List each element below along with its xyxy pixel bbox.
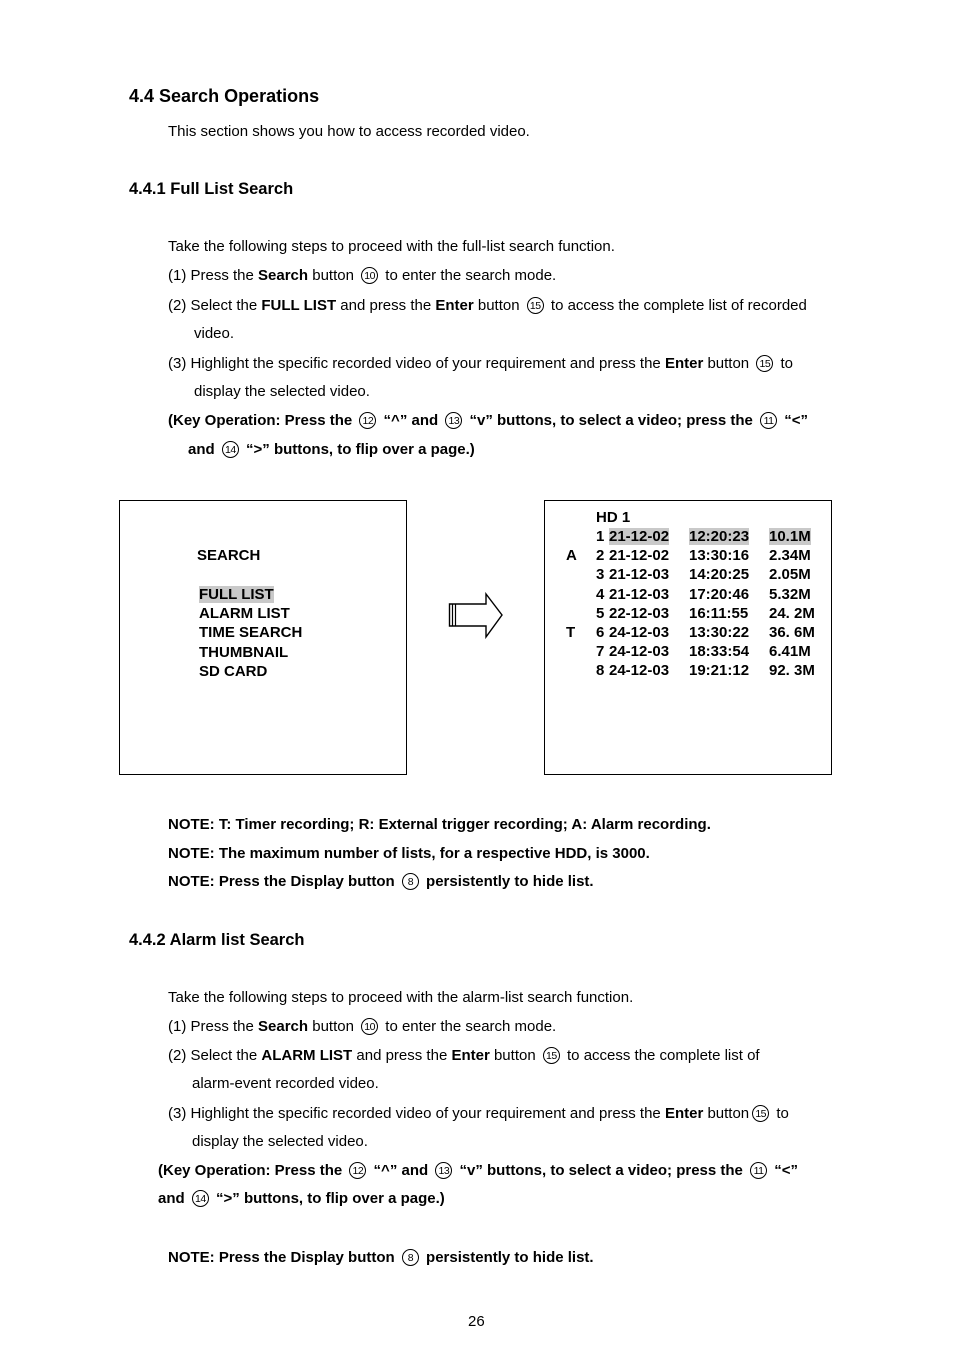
row-date: 24-12-03 [609, 643, 670, 661]
row-time: 13:30:22 [689, 624, 750, 641]
enter-button-number-icon: 15 [752, 1105, 769, 1122]
full-list-step-3: (3) Highlight the specific recorded video of your requirement and press the Enter button 15 to [168, 355, 794, 372]
row-number: 7 [596, 643, 605, 661]
full-list-intro: Take the following steps to proceed with the full-list search function. [168, 238, 615, 255]
menu-item-time-search[interactable]: TIME SEARCH [199, 624, 303, 642]
down-button-number-icon: 13 [445, 412, 462, 429]
search-button-number-icon: 10 [361, 267, 378, 284]
row-date: 21-12-02 [609, 528, 670, 545]
row-date: 24-12-03 [609, 624, 670, 641]
row-size: 2.34M [769, 547, 811, 565]
right-button-number-icon: 14 [222, 441, 239, 458]
alarm-list-step-2: (2) Select the ALARM LIST and press the Enter button 15 to access the complete list of [168, 1047, 760, 1064]
enter-button-number-icon: 15 [527, 297, 544, 314]
full-list-key-operation: (Key Operation: Press the 12 “^” and 13 “v” buttons, to select a video; press the 11 “<” [168, 412, 808, 429]
full-list-step-1: (1) Press the Search button 10 to enter the search mode. [168, 267, 557, 284]
alarm-list-step-1: (1) Press the Search button 10 to enter the search mode. [168, 1018, 557, 1035]
row-date: 21-12-03 [609, 585, 670, 603]
row-number: 1 [596, 528, 605, 545]
row-size: 5.32M [769, 585, 811, 603]
row-date: 22-12-03 [609, 604, 670, 622]
up-button-number-icon: 12 [349, 1162, 366, 1179]
menu-item-full-list[interactable]: FULL LIST [199, 586, 274, 603]
right-arrow-icon [448, 592, 506, 640]
row-date: 21-12-02 [609, 547, 670, 565]
section-title-4-4-2: 4.4.2 Alarm list Search [129, 931, 305, 949]
alarm-list-key-operation: (Key Operation: Press the 12 “^” and 13 “v” buttons, to select a video; press the 11 “<” [158, 1162, 798, 1179]
row-size: 92. 3M [769, 662, 815, 680]
row-number: 5 [596, 604, 605, 622]
row-type-mark: A [566, 547, 577, 565]
row-size: 2.05M [769, 566, 811, 584]
row-time: 18:33:54 [689, 643, 750, 661]
section-title-4-4: 4.4 Search Operations [129, 86, 320, 106]
enter-button-number-icon: 15 [756, 355, 773, 372]
row-size: 10.1M [769, 528, 811, 545]
alarm-list-key-operation-cont: and 14 “>” buttons, to flip over a page.) [158, 1190, 445, 1207]
row-date: 24-12-03 [609, 662, 670, 680]
row-number: 2 [596, 547, 605, 565]
row-time: 13:30:16 [689, 547, 750, 565]
row-type-mark: T [566, 624, 576, 641]
full-list-screen [544, 500, 832, 775]
alarm-list-intro: Take the following steps to proceed with the alarm-list search function. [168, 989, 634, 1006]
row-time: 17:20:46 [689, 585, 750, 603]
row-size: 24. 2M [769, 604, 815, 622]
row-date: 21-12-03 [609, 566, 670, 584]
row-size: 6.41M [769, 643, 811, 661]
row-number: 8 [596, 662, 605, 680]
full-list-key-operation-cont: and 14 “>” buttons, to flip over a page.) [188, 441, 475, 458]
row-time: 14:20:25 [689, 566, 750, 584]
down-button-number-icon: 13 [435, 1162, 452, 1179]
search-button-number-icon: 10 [361, 1018, 378, 1035]
menu-item-alarm-list[interactable]: ALARM LIST [199, 605, 290, 623]
display-button-number-icon: 8 [402, 873, 419, 890]
list-header: HD 1 [596, 509, 631, 526]
row-time: 16:11:55 [689, 604, 749, 622]
enter-button-number-icon: 15 [543, 1047, 560, 1064]
search-menu-screen [119, 500, 407, 775]
page-number: 26 [468, 1313, 485, 1330]
up-button-number-icon: 12 [359, 412, 376, 429]
section-intro: This section shows you how to access recorded video. [168, 123, 530, 140]
note-hide-list: NOTE: Press the Display button 8 persistently to hide list. [168, 873, 594, 890]
search-menu-title: SEARCH [197, 547, 261, 564]
alarm-list-step-3: (3) Highlight the specific recorded video of your requirement and press the Enter button 15 to [168, 1105, 789, 1122]
row-number: 6 [596, 624, 605, 641]
alarm-list-step-3-cont: display the selected video. [192, 1133, 368, 1150]
menu-item-thumbnail[interactable]: THUMBNAIL [199, 643, 289, 661]
left-button-number-icon: 11 [750, 1162, 767, 1179]
row-time: 19:21:12 [689, 662, 750, 680]
alarm-note-hide-list: NOTE: Press the Display button 8 persistently to hide list. [168, 1249, 594, 1266]
row-time: 12:20:23 [689, 528, 750, 545]
full-list-step-2-cont: video. [194, 325, 235, 342]
alarm-list-step-2-cont: alarm-event recorded video. [192, 1075, 379, 1092]
full-list-step-3-cont: display the selected video. [194, 383, 370, 400]
display-button-number-icon: 8 [402, 1249, 419, 1266]
search-menu-list [199, 585, 302, 681]
menu-item-sd-card[interactable]: SD CARD [199, 662, 268, 680]
row-number: 3 [596, 566, 605, 584]
section-title-4-4-1: 4.4.1 Full List Search [129, 180, 294, 198]
row-number: 4 [596, 585, 605, 603]
left-button-number-icon: 11 [760, 412, 777, 429]
full-list-step-2: (2) Select the FULL LIST and press the Enter button 15 to access the complete list of recorded [168, 297, 807, 314]
right-button-number-icon: 14 [192, 1190, 209, 1207]
row-size: 36. 6M [769, 624, 815, 641]
note-max-lists: NOTE: The maximum number of lists, for a respective HDD, is 3000. [168, 845, 650, 862]
note-recording-types: NOTE: T: Timer recording; R: External trigger recording; A: Alarm recording. [168, 816, 711, 833]
